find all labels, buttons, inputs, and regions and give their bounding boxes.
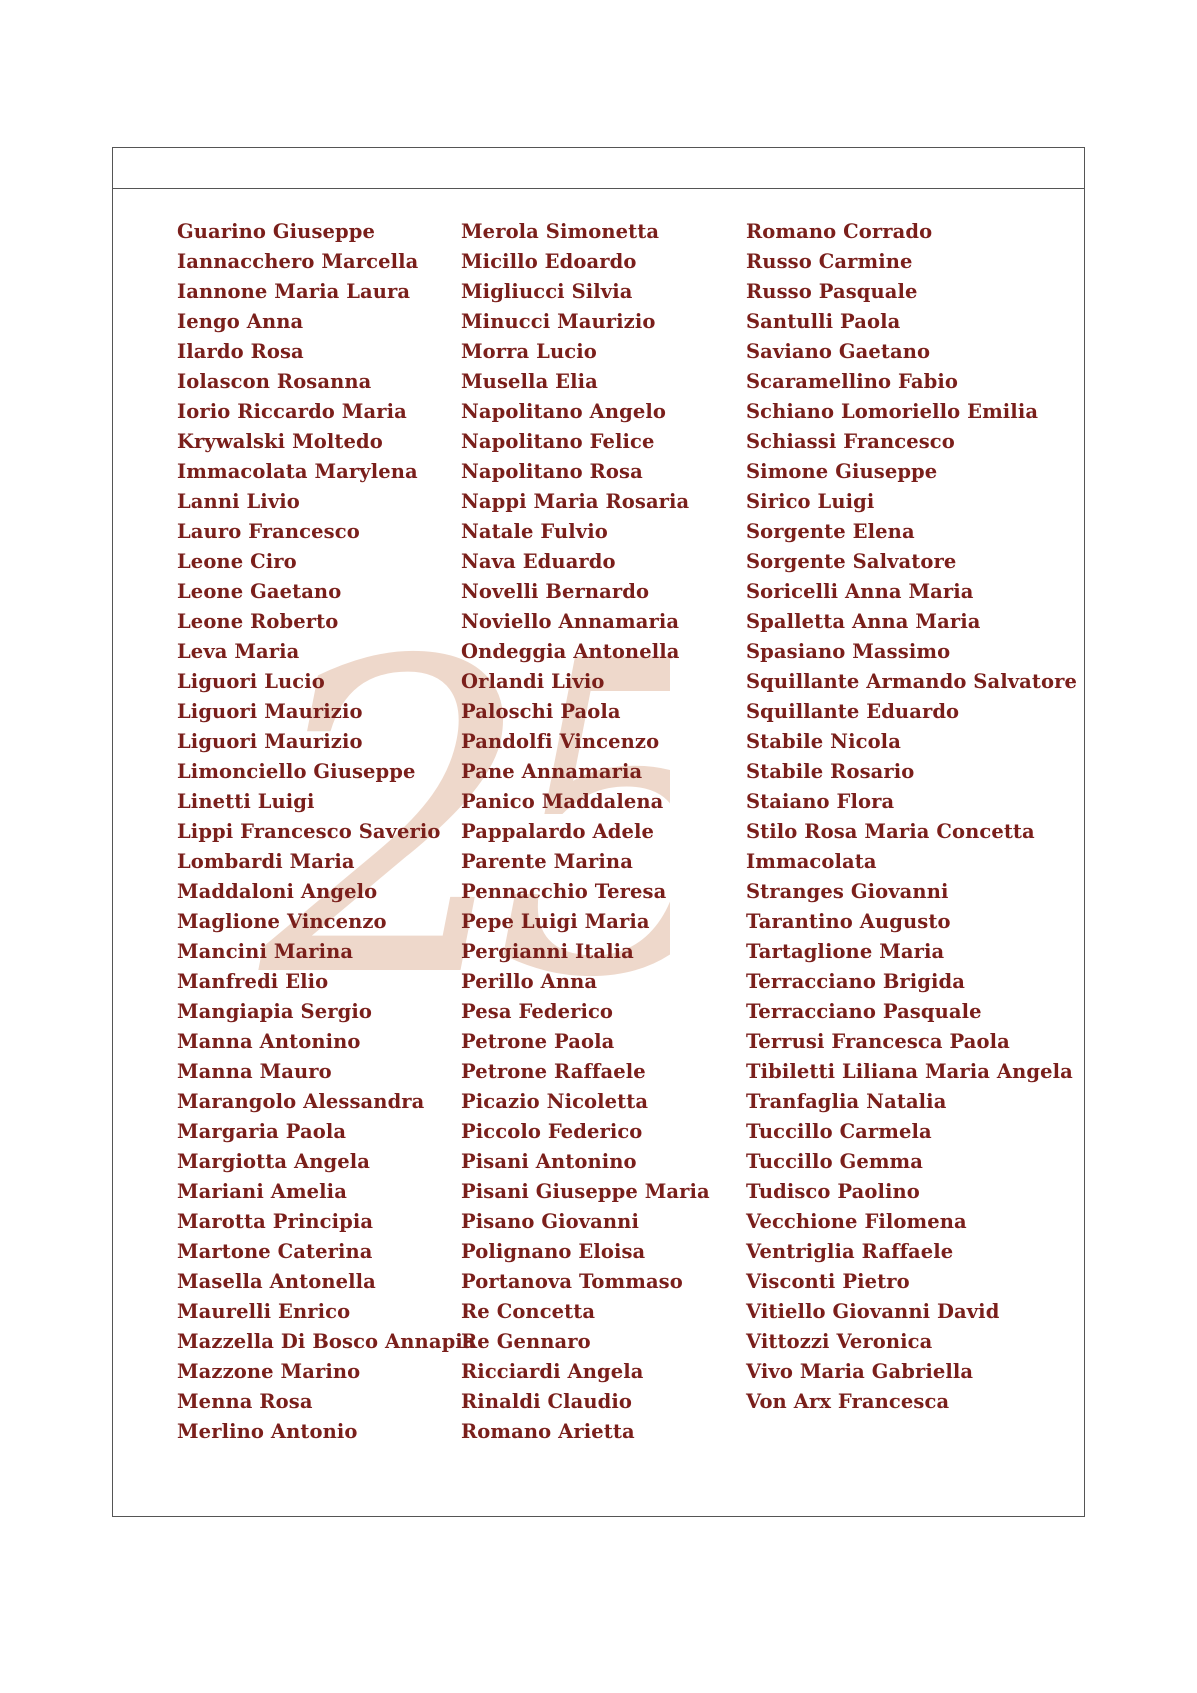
name-entry: Iengo Anna bbox=[177, 310, 304, 333]
name-entry: Romano Arietta bbox=[461, 1420, 635, 1443]
name-entry: Nappi Maria Rosaria bbox=[461, 490, 690, 513]
name-entry: Squillante Armando Salvatore bbox=[746, 670, 1077, 693]
name-entry: Liguori Maurizio bbox=[177, 700, 363, 723]
name-entry: Migliucci Silvia bbox=[461, 280, 633, 303]
name-entry: Tuccillo Gemma bbox=[746, 1150, 924, 1173]
name-entry: Maddaloni Angelo bbox=[177, 880, 378, 903]
name-entry: Schiassi Francesco bbox=[746, 430, 955, 453]
name-entry: Vitiello Giovanni David bbox=[746, 1300, 1000, 1323]
name-entry: Sorgente Elena bbox=[746, 520, 915, 543]
name-entry: Immacolata bbox=[746, 850, 877, 873]
name-entry: Parente Marina bbox=[461, 850, 633, 873]
name-entry: Re Gennaro bbox=[461, 1330, 591, 1353]
name-entry: Napolitano Rosa bbox=[461, 460, 643, 483]
name-entry: Picazio Nicoletta bbox=[461, 1090, 649, 1113]
name-entry: Tudisco Paolino bbox=[746, 1180, 920, 1203]
name-entry: Re Concetta bbox=[461, 1300, 596, 1323]
name-entry: Pisani Giuseppe Maria bbox=[461, 1180, 710, 1203]
name-entry: Pane Annamaria bbox=[461, 760, 643, 783]
name-entry: Mariani Amelia bbox=[177, 1180, 347, 1203]
name-entry: Martone Caterina bbox=[177, 1240, 373, 1263]
name-entry: Lanni Livio bbox=[177, 490, 300, 513]
name-entry: Santulli Paola bbox=[746, 310, 901, 333]
name-entry: Pesa Federico bbox=[461, 1000, 614, 1023]
name-entry: Napolitano Angelo bbox=[461, 400, 666, 423]
name-entry: Merlino Antonio bbox=[177, 1420, 358, 1443]
name-entry: Vecchione Filomena bbox=[746, 1210, 967, 1233]
name-entry: Leva Maria bbox=[177, 640, 300, 663]
name-entry: Pepe Luigi Maria bbox=[461, 910, 650, 933]
name-entry: Morra Lucio bbox=[461, 340, 597, 363]
name-entry: Leone Gaetano bbox=[177, 580, 342, 603]
name-entry: Manna Mauro bbox=[177, 1060, 332, 1083]
name-entry: Linetti Luigi bbox=[177, 790, 315, 813]
name-entry: Pisano Giovanni bbox=[461, 1210, 639, 1233]
name-entry: Margaria Paola bbox=[177, 1120, 347, 1143]
name-entry: Ricciardi Angela bbox=[461, 1360, 644, 1383]
name-entry: Scaramellino Fabio bbox=[746, 370, 958, 393]
name-entry: Visconti Pietro bbox=[746, 1270, 910, 1293]
name-entry: Vivo Maria Gabriella bbox=[746, 1360, 974, 1383]
name-entry: Natale Fulvio bbox=[461, 520, 608, 543]
name-entry: Manfredi Elio bbox=[177, 970, 329, 993]
watermark-text: 2 bbox=[260, 572, 494, 1030]
name-entry: Terracciano Pasquale bbox=[746, 1000, 982, 1023]
name-entry: Schiano Lomoriello Emilia bbox=[746, 400, 1039, 423]
name-entry: Limonciello Giuseppe bbox=[177, 760, 416, 783]
name-entry: Musella Elia bbox=[461, 370, 598, 393]
name-entry: Polignano Eloisa bbox=[461, 1240, 646, 1263]
name-entry: Noviello Annamaria bbox=[461, 610, 680, 633]
name-entry: Iolascon Rosanna bbox=[177, 370, 372, 393]
name-entry: Stabile Rosario bbox=[746, 760, 915, 783]
name-entry: Romano Corrado bbox=[746, 220, 933, 243]
names-column-1 bbox=[177, 220, 476, 1450]
name-entry: Panico Maddalena bbox=[461, 790, 664, 813]
name-entry: Novelli Bernardo bbox=[461, 580, 650, 603]
name-entry: Orlandi Livio bbox=[461, 670, 605, 693]
name-entry: Perillo Anna bbox=[461, 970, 598, 993]
name-entry: Tuccillo Carmela bbox=[746, 1120, 932, 1143]
name-entry: Ondeggia Antonella bbox=[461, 640, 680, 663]
name-entry: Paloschi Paola bbox=[461, 700, 621, 723]
name-entry: Marangolo Alessandra bbox=[177, 1090, 425, 1113]
name-entry: Manna Antonino bbox=[177, 1030, 361, 1053]
name-entry: Von Arx Francesca bbox=[746, 1390, 950, 1413]
name-entry: Maurelli Enrico bbox=[177, 1300, 351, 1323]
name-entry: Ventriglia Raffaele bbox=[746, 1240, 954, 1263]
name-entry: Petrone Paola bbox=[461, 1030, 615, 1053]
name-entry: Iannone Maria Laura bbox=[177, 280, 411, 303]
name-entry: Tranfaglia Natalia bbox=[746, 1090, 947, 1113]
name-entry: Micillo Edoardo bbox=[461, 250, 637, 273]
name-entry: Lauro Francesco bbox=[177, 520, 360, 543]
name-entry: Ilardo Rosa bbox=[177, 340, 304, 363]
name-entry: Russo Carmine bbox=[746, 250, 913, 273]
name-entry: Minucci Maurizio bbox=[461, 310, 656, 333]
name-entry: Liguori Maurizio bbox=[177, 730, 363, 753]
name-entry: Iorio Riccardo Maria bbox=[177, 400, 407, 423]
name-entry: Portanova Tommaso bbox=[461, 1270, 683, 1293]
name-entry: Russo Pasquale bbox=[746, 280, 918, 303]
name-entry: Liguori Lucio bbox=[177, 670, 325, 693]
name-entry: Leone Ciro bbox=[177, 550, 297, 573]
name-entry: Leone Roberto bbox=[177, 610, 339, 633]
names-column-3 bbox=[746, 220, 1077, 1420]
names-column-2 bbox=[461, 220, 710, 1450]
header-band bbox=[113, 148, 1084, 189]
name-entry: Krywalski Moltedo bbox=[177, 430, 383, 453]
name-entry: Mazzella Di Bosco Annapia bbox=[177, 1330, 476, 1353]
name-entry: Mangiapia Sergio bbox=[177, 1000, 372, 1023]
name-entry: Spasiano Massimo bbox=[746, 640, 951, 663]
name-entry: Pandolfi Vincenzo bbox=[461, 730, 660, 753]
name-entry: Lippi Francesco Saverio bbox=[177, 820, 441, 843]
name-entry: Napolitano Felice bbox=[461, 430, 655, 453]
name-entry: Piccolo Federico bbox=[461, 1120, 643, 1143]
name-entry: Saviano Gaetano bbox=[746, 340, 931, 363]
name-entry: Tarantino Augusto bbox=[746, 910, 951, 933]
name-entry: Margiotta Angela bbox=[177, 1150, 370, 1173]
name-entry: Petrone Raffaele bbox=[461, 1060, 646, 1083]
name-entry: Terrusi Francesca Paola bbox=[746, 1030, 1010, 1053]
name-entry: Spalletta Anna Maria bbox=[746, 610, 981, 633]
name-entry: Sorgente Salvatore bbox=[746, 550, 957, 573]
name-entry: Stabile Nicola bbox=[746, 730, 901, 753]
name-entry: Guarino Giuseppe bbox=[177, 220, 376, 243]
name-entry: Masella Antonella bbox=[177, 1270, 376, 1293]
name-entry: Soricelli Anna Maria bbox=[746, 580, 974, 603]
name-entry: Tibiletti Liliana Maria Angela bbox=[746, 1060, 1073, 1083]
name-entry: Pisani Antonino bbox=[461, 1150, 637, 1173]
name-entry: Marotta Principia bbox=[177, 1210, 374, 1233]
name-entry: Pappalardo Adele bbox=[461, 820, 655, 843]
name-entry: Squillante Eduardo bbox=[746, 700, 960, 723]
name-entry: Nava Eduardo bbox=[461, 550, 616, 573]
name-entry: Vittozzi Veronica bbox=[746, 1330, 933, 1353]
name-entry: Pennacchio Teresa bbox=[461, 880, 667, 903]
name-entry: Rinaldi Claudio bbox=[461, 1390, 632, 1413]
name-entry: Staiano Flora bbox=[746, 790, 895, 813]
name-entry: Mancini Marina bbox=[177, 940, 354, 963]
name-entry: Immacolata Marylena bbox=[177, 460, 418, 483]
name-entry: Simone Giuseppe bbox=[746, 460, 938, 483]
name-entry: Sirico Luigi bbox=[746, 490, 875, 513]
name-entry: Merola Simonetta bbox=[461, 220, 660, 243]
name-entry: Menna Rosa bbox=[177, 1390, 313, 1413]
name-entry: Lombardi Maria bbox=[177, 850, 355, 873]
name-entry: Tartaglione Maria bbox=[746, 940, 945, 963]
name-entry: Terracciano Brigida bbox=[746, 970, 965, 993]
name-entry: Iannacchero Marcella bbox=[177, 250, 419, 273]
name-entry: Maglione Vincenzo bbox=[177, 910, 387, 933]
name-entry: Stilo Rosa Maria Concetta bbox=[746, 820, 1035, 843]
name-entry: Pergianni Italia bbox=[461, 940, 634, 963]
name-entry: Mazzone Marino bbox=[177, 1360, 361, 1383]
name-entry: Stranges Giovanni bbox=[746, 880, 949, 903]
